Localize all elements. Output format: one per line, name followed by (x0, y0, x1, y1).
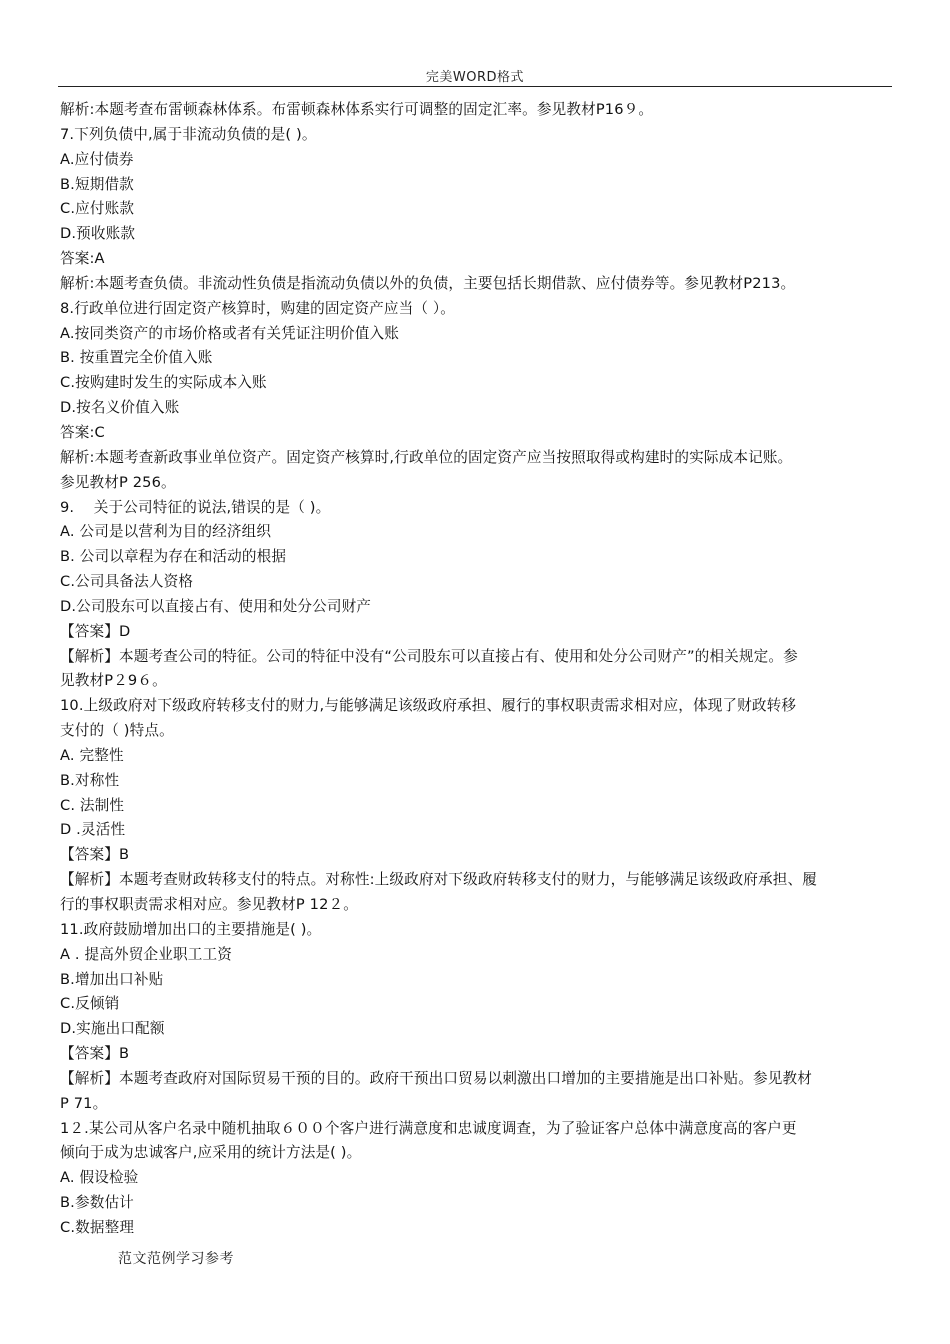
explanation-line: 【解析】本题考查财政转移支付的特点。对称性:上级政府对下级政府转移支付的财力，与能够满足该级政府承担、履 (60, 871, 818, 889)
option-line: A. 完整性 (60, 746, 124, 764)
question-10-cont: 支付的（ )特点。 (60, 722, 174, 740)
option-line: A.按同类资产的市场价格或者有关凭证注明价值入账 (60, 324, 400, 342)
explanation-line: 【解析】本题考查政府对国际贸易干预的目的。政府干预出口贸易以刺激出口增加的主要措施是出口补贴。参见教材 (60, 1069, 812, 1087)
option-line: D.按名义价值入账 (60, 399, 180, 417)
question-12: 1２.某公司从客户名录中随机抽取６００个客户进行满意度和忠诚度调查，为了验证客户总体中满意度高的客户更 (60, 1119, 797, 1137)
page-header: 完美WORD格式 (425, 70, 525, 85)
option-line: B.增加出口补贴 (60, 970, 164, 988)
option-line: B.短期借款 (60, 175, 134, 193)
option-line: B. 按重置完全价值入账 (60, 349, 213, 367)
option-line: B.参数估计 (60, 1194, 134, 1212)
option-line: C.应付账款 (60, 200, 135, 218)
option-line: A . 提高外贸企业职工工资 (60, 945, 232, 963)
option-line: D .灵活性 (60, 821, 126, 839)
question-7: 7.下列负债中,属于非流动负债的是( )。 (60, 125, 317, 143)
question-10: 10.上级政府对下级政府转移支付的财力,与能够满足该级政府承担、履行的事权职责需求相对应，体现了财政转移 (60, 697, 797, 715)
option-line: B.对称性 (60, 771, 120, 789)
option-line: D.预收账款 (60, 225, 136, 243)
answer-line: 答案:C (60, 423, 105, 441)
answer-line: 【答案】B (60, 1045, 130, 1063)
option-line: C. 法制性 (60, 796, 125, 814)
option-line: D.实施出口配额 (60, 1020, 165, 1038)
answer-line: 答案:A (60, 250, 105, 268)
explanation-line: 【解析】本题考查公司的特征。公司的特征中没有“公司股东可以直接占有、使用和处分公司财产”的相关规定。参 (60, 647, 798, 665)
answer-line: 【答案】B (60, 846, 130, 864)
explanation-line: 解析:本题考查负债。非流动性负债是指流动负债以外的负债，主要包括长期借款、应付债券等。参见教材P213。 (60, 274, 796, 292)
explanation-line: 见教材P２9６。 (60, 672, 167, 690)
explanation-line: 参见教材P 256。 (60, 473, 176, 491)
question-11: 11.政府鼓励增加出口的主要措施是( )。 (60, 920, 322, 938)
question-9: 9. 关于公司特征的说法,错误的是（ )。 (60, 498, 331, 516)
text-line: 解析:本题考查布雷顿森林体系。布雷顿森林体系实行可调整的固定汇率。参见教材P16９。 (60, 101, 654, 118)
option-line: C.反倾销 (60, 995, 120, 1013)
question-8: 8.行政单位进行固定资产核算时，购建的固定资产应当（ ）。 (60, 299, 456, 317)
option-line: A. 假设检验 (60, 1169, 139, 1187)
option-line: A.应付债券 (60, 150, 134, 168)
option-line: D.公司股东可以直接占有、使用和处分公司财产 (60, 597, 372, 615)
question-12-cont: 倾向于成为忠诚客户,应采用的统计方法是( )。 (60, 1144, 362, 1162)
option-line: A. 公司是以营利为目的经济组织 (60, 523, 272, 541)
page-footer: 范文范例学习参考 (118, 1251, 234, 1267)
explanation-line: 解析:本题考查新政事业单位资产。固定资产核算时,行政单位的固定资产应当按照取得或构建时的实际成本记账。 (60, 448, 793, 466)
answer-line: 【答案】D (60, 622, 131, 640)
explanation-line: P 71。 (60, 1094, 108, 1112)
document-body (60, 98, 894, 1241)
option-line: C.公司具备法人资格 (60, 573, 194, 591)
explanation-line: 行的事权职责需求相对应。参见教材P 12２。 (60, 896, 358, 913)
option-line: C.数据整理 (60, 1218, 135, 1236)
header-divider (58, 86, 892, 87)
option-line: B. 公司以章程为存在和活动的根据 (60, 548, 287, 566)
option-line: C.按购建时发生的实际成本入账 (60, 374, 267, 392)
